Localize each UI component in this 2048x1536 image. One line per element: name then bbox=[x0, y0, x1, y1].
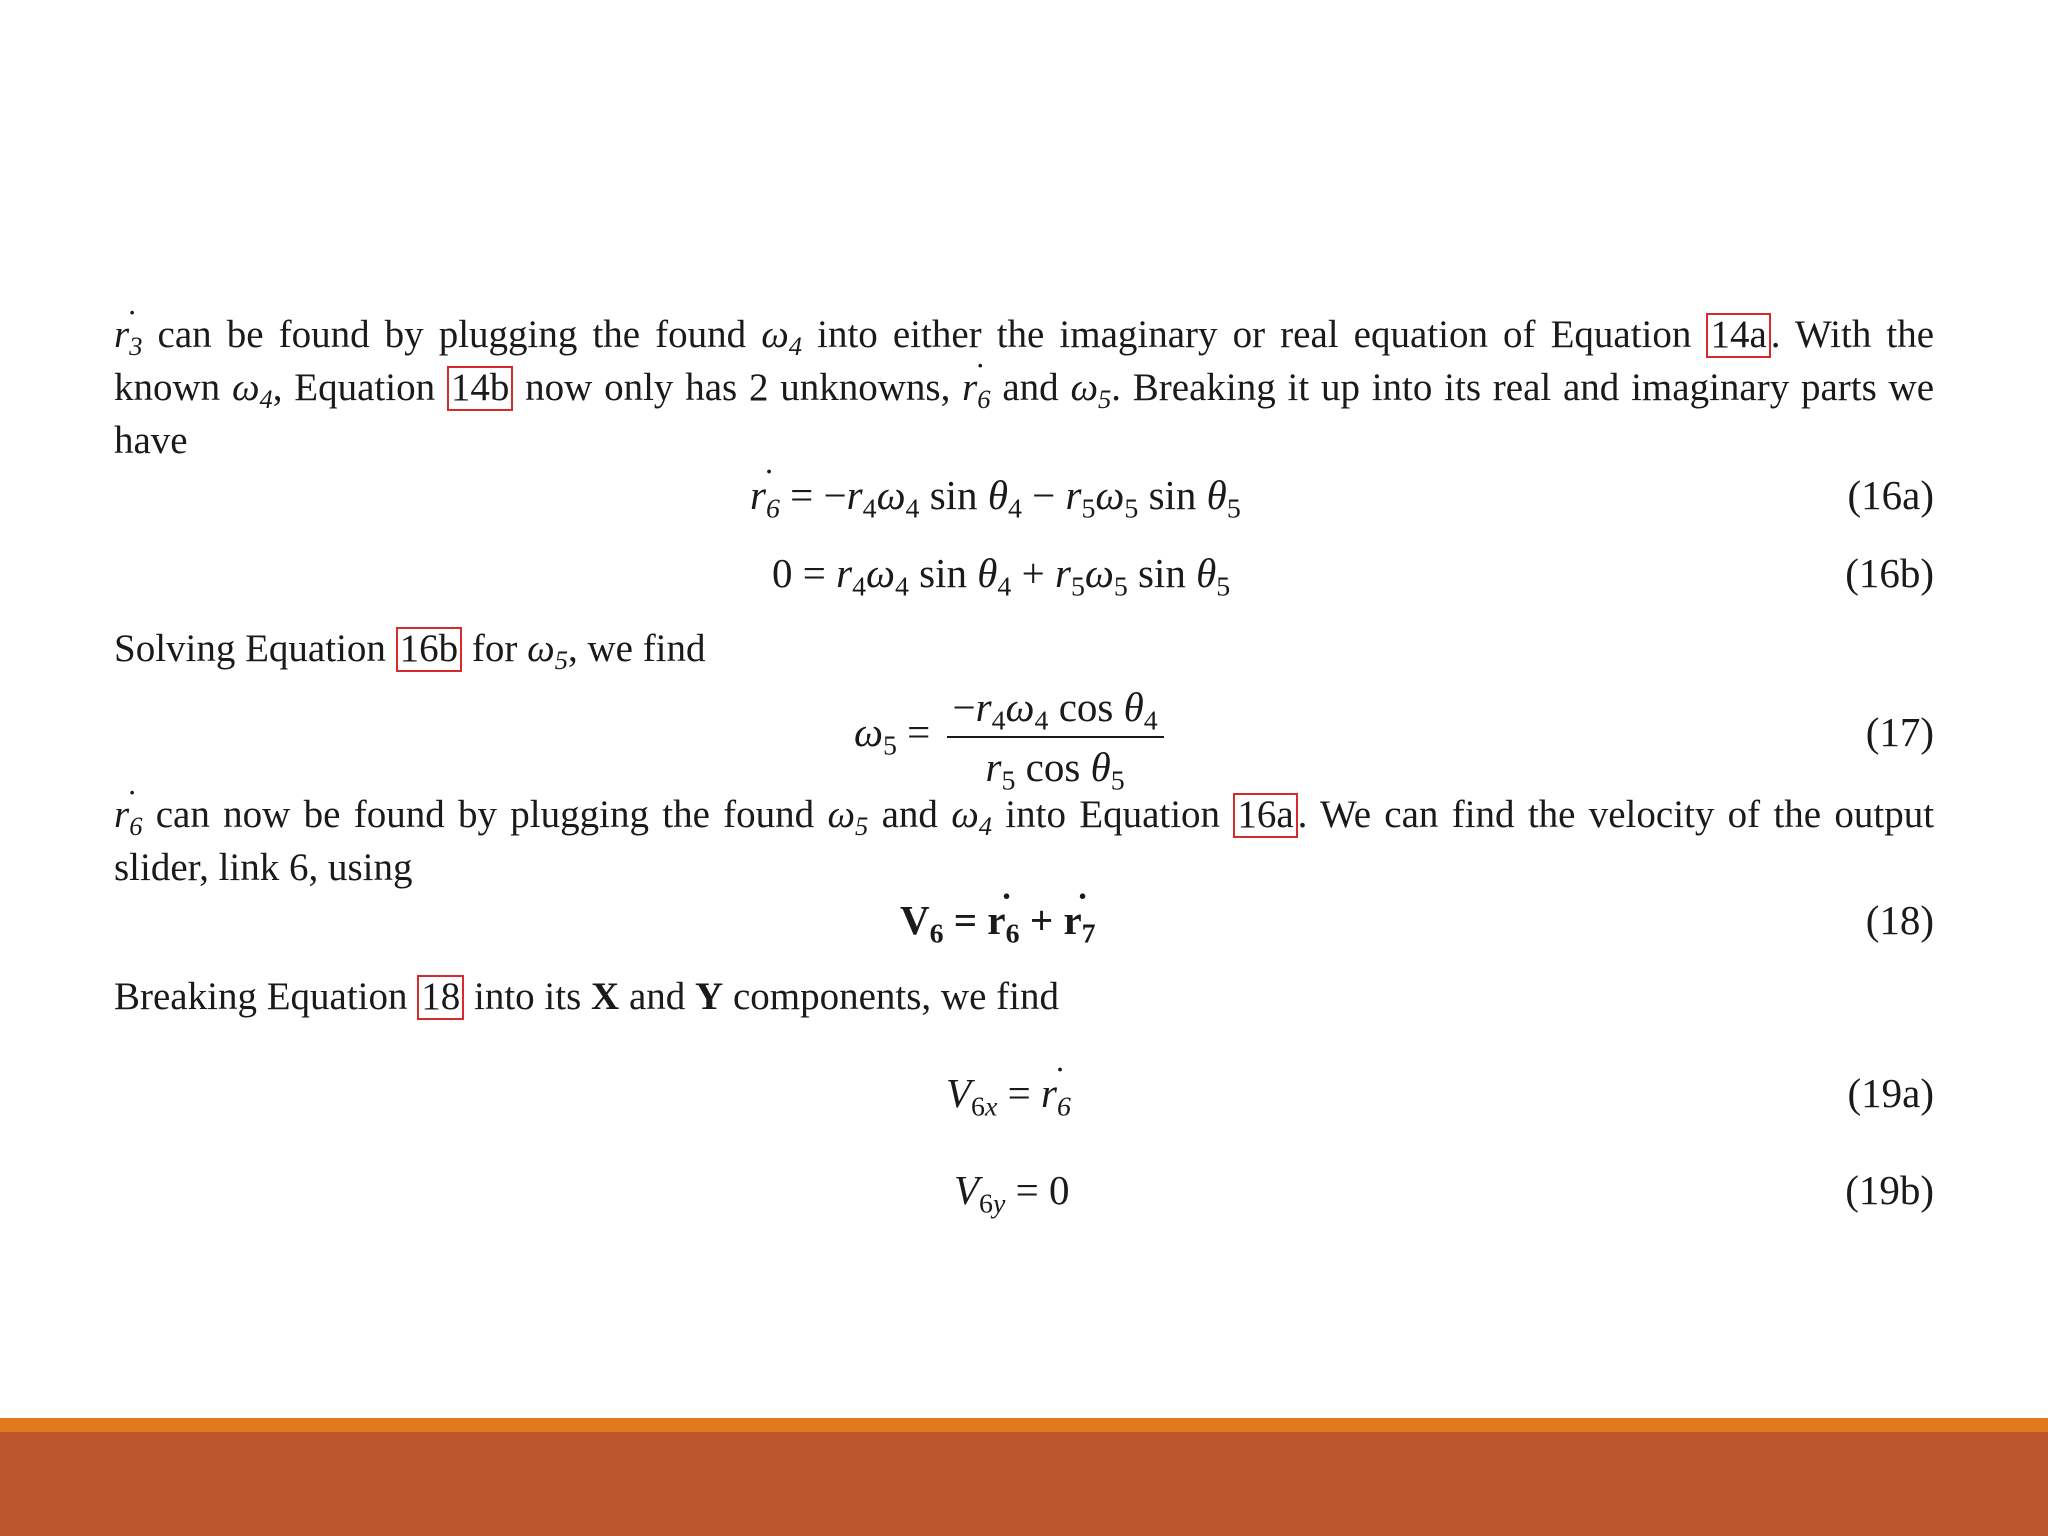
equation-ref-18[interactable]: 18 bbox=[417, 975, 464, 1020]
equation-16b bbox=[114, 543, 1934, 603]
equation-17-body: $\omega_5$ = $\frac{-r_4\omega_4 \cos \theta_4}{r_5 \cos \theta_5}$ bbox=[854, 672, 1170, 794]
equation-ref-16a[interactable]: 16a bbox=[1233, 793, 1297, 838]
equation-16a bbox=[114, 465, 1934, 525]
equation-number: (17) bbox=[1865, 709, 1934, 755]
equation-18 bbox=[114, 890, 1934, 950]
equation-19a-body: $V_{6x}$ = ˙ $r_6$ bbox=[946, 1063, 1071, 1123]
equation-18-body: $V_6$ = ˙ $r_6$ + ˙ $r_7$ bbox=[900, 890, 1096, 950]
equation-16a-body: ˙ $r_6 = -r_4\omega_4$ $\sin \theta_4 - r_5\omega_5$ $\sin \theta_5$ bbox=[750, 465, 1241, 525]
equation-number: (19a) bbox=[1847, 1070, 1934, 1116]
equation-19a bbox=[114, 1063, 1934, 1123]
paragraph-4: Breaking Equation 18 into its X and Y components, we find bbox=[114, 975, 1059, 1018]
equation-19b bbox=[114, 1160, 1934, 1220]
paragraph-2: Solving Equation 16b for $\omega_5$, we find bbox=[114, 627, 706, 675]
fraction: $\frac{-r_4\omega_4 \cos \theta_4}{r_5 \cos \theta_5}$ bbox=[947, 680, 1164, 794]
paragraph-3: ˙ $r_6$ can now be found by plugging the found $\omega_5$ and $\omega_4$ into Equation 16a . We can find the velocity of the output slider, link 6, using bbox=[114, 788, 1934, 894]
footer-bar bbox=[0, 1418, 2048, 1536]
r3-dot-symbol: ˙ $r_3$ bbox=[114, 308, 142, 361]
paragraph-1: ˙ $r_3$ can be found by plugging the found $\omega_4$ into either the imaginary or real equation of Equation 14a . With the known $\omega_4$, Equation 14b now only has 2 unknowns, ˙ $r_6$ and $\omega_5$. Breaking it up into its real and imaginary parts we have bbox=[114, 308, 1934, 467]
equation-ref-14a[interactable]: 14a bbox=[1706, 313, 1770, 358]
equation-number: (16a) bbox=[1847, 472, 1934, 518]
equation-number: (19b) bbox=[1845, 1167, 1934, 1213]
equation-ref-16b[interactable]: 16b bbox=[396, 627, 463, 672]
equation-19b-body: $V_{6y} = 0$ bbox=[954, 1167, 1070, 1220]
equation-16b-body: $0 = r_4\omega_4$ $\sin \theta_4 + r_5\omega_5$ $\sin \theta_5$ bbox=[772, 550, 1231, 603]
footer-accent-line bbox=[0, 1418, 2048, 1432]
equation-number: (18) bbox=[1865, 897, 1934, 943]
equation-number: (16b) bbox=[1845, 550, 1934, 596]
equation-17 bbox=[114, 672, 1934, 796]
equation-ref-14b[interactable]: 14b bbox=[447, 366, 514, 411]
